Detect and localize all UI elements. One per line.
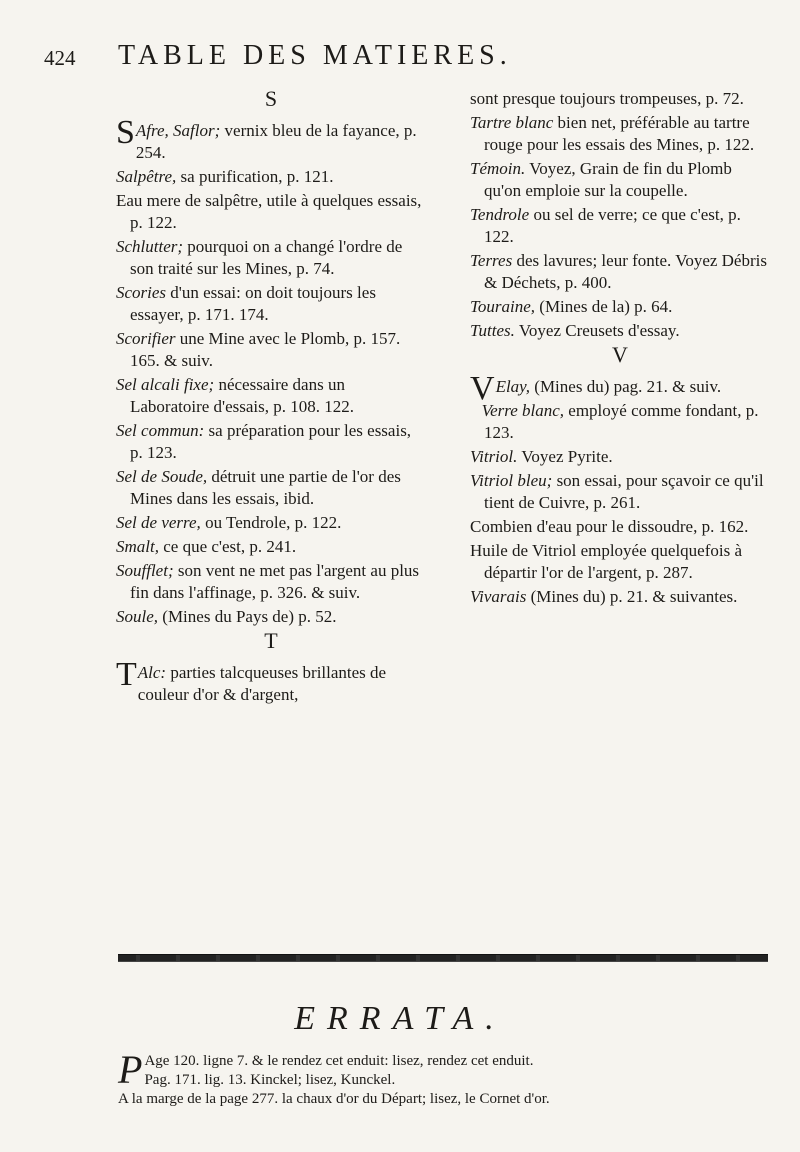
drop-cap: S [116,114,135,151]
running-title: TABLE DES MATIERES. [118,40,512,71]
entry-text: Huile de Vitriol employée quelquefois à départir l'or de l'argent, p. 287. [470,541,743,582]
entry-term: Sel commun: [116,421,205,440]
index-entry [116,374,426,418]
index-entry [116,536,426,558]
entry-term: Salpêtre, [116,167,177,186]
entry-term: Tuttes. [470,321,515,340]
entry-text: (Mines de la) p. 64. [535,297,673,316]
entry-term: Elay, [495,377,531,396]
index-entry [116,420,426,464]
entry-term: Terres [470,251,513,270]
index-entry [116,656,426,706]
entry-term: Alc: [137,663,167,682]
section-letter: T [264,628,278,653]
index-entry [470,112,770,156]
index-entry [470,204,770,248]
errata-section [118,1047,778,1109]
entry-text: détruit une partie de l'or des Mines dans les essais, ibid. [130,467,401,508]
page-number: 424 [44,46,76,70]
errata-line: Pag. 171. lig. 13. Kinckel; lisez, Kunckel. [144,1072,396,1088]
entry-term: Vitriol. [470,447,518,466]
errata-title: ERRATA. [294,1000,506,1037]
entry-term: Vitriol bleu; [470,471,553,490]
entry-term: Scories [116,283,167,302]
entry-term: Soule, [116,607,159,626]
entry-term: Schlutter; [116,237,184,256]
entry-text: une Mine avec le Plomb, p. 157. 165. & suiv. [130,329,401,370]
entry-term: Smalt, [116,537,159,556]
entry-term: Tendrole [470,205,530,224]
index-entry [470,250,770,294]
index-entry [470,370,770,407]
entry-text: des lavures; leur fonte. Voyez Débris & Déchets, p. 400. [484,251,767,292]
entry-term: Sel de Soude, [116,467,208,486]
index-entry [470,296,770,318]
index-entry [470,586,770,608]
entry-text: Eau mere de salpêtre, utile à quelques essais, p. 122. [116,191,422,232]
entry-text: sont presque toujours trompeuses, p. 72. [470,89,744,108]
entry-text: bien net, préférable au tartre rouge pour les essais des Mines, p. 122. [484,113,755,154]
errata-line: A la marge de la page 277. la chaux d'or du Départ; lisez, le Cornet d'or. [118,1091,550,1107]
entry-text: d'un essai: on doit toujours les essayer, p. 171. 174. [130,283,376,324]
index-entry [116,560,426,604]
errata-line: Age 120. ligne 7. & le rendez cet enduit: lisez, rendez cet enduit. [144,1053,534,1069]
index-entry [116,606,426,628]
entry-text: (Mines du) p. 21. & suivantes. [526,587,738,606]
entry-text: Voyez Creusets d'essay. [514,321,680,340]
index-entry [116,282,426,326]
index-entry [470,88,770,110]
index-entry [116,328,426,372]
section-letter: S [264,86,278,111]
entry-term: Scorifier [116,329,176,348]
entry-term: Afre, Saflor; [135,121,221,140]
drop-cap: T [116,656,137,693]
index-entry [116,166,426,188]
entry-term: Soufflet; [116,561,174,580]
index-entry [470,516,770,538]
entry-term: Vivarais [470,587,527,606]
entry-term: Sel de verre, [116,513,201,532]
index-entry [470,320,770,342]
index-entry [470,540,770,584]
index-entry [470,446,770,468]
errata-drop-cap: P [118,1047,143,1092]
ornamental-rule [118,954,768,962]
entry-text: son vent ne met pas l'argent au plus fin dans l'affinage, p. 326. & suiv. [130,561,420,602]
entry-text: ou Tendrole, p. 122. [200,513,342,532]
page-header [0,40,800,80]
entry-text: ce que c'est, p. 241. [158,537,297,556]
entry-text: sa préparation pour les essais, p. 123. [130,421,412,462]
entry-text: sa purification, p. 121. [176,167,334,186]
drop-cap: V [470,370,495,407]
index-entry [116,114,426,164]
index-entry [116,190,426,234]
entry-term: Touraine, [470,297,536,316]
entry-text: nécessaire dans un Laboratoire d'essais, p. 108. 122. [130,375,355,416]
index-entry [470,400,770,444]
entry-term: Tartre blanc [470,113,554,132]
entry-text: employé comme fondant, p. 123. [484,401,759,442]
entry-text: vernix bleu de la fayance, p. 254. [135,121,417,162]
index-entry [116,236,426,280]
index-entry [470,158,770,202]
entry-text: (Mines du Pays de) p. 52. [158,607,337,626]
left-column [116,88,426,708]
entry-term: Témoin. [470,159,526,178]
entry-text: parties talcqueuses brillantes de couleur d'or & d'argent, [137,663,387,704]
entry-text: son essai, pour sçavoir ce qu'il tient de Cuivre, p. 261. [484,471,764,512]
index-entry [470,470,770,514]
entry-term: Sel alcali fixe; [116,375,215,394]
entry-text: Combien d'eau pour le dissoudre, p. 162. [470,517,749,536]
section-letter: V [612,342,628,367]
entry-text: Voyez Pyrite. [517,447,613,466]
entry-text: (Mines du) pag. 21. & suiv. [530,377,722,396]
right-column [470,88,770,610]
index-entry [116,466,426,510]
entry-text: pourquoi on a changé l'ordre de son traité sur les Mines, p. 74. [130,237,403,278]
index-entry [116,512,426,534]
entry-text: ou sel de verre; ce que c'est, p. 122. [484,205,741,246]
entry-term: Verre blanc, [481,401,565,420]
entry-text: Voyez, Grain de fin du Plomb qu'on emploie sur la coupelle. [484,159,732,200]
